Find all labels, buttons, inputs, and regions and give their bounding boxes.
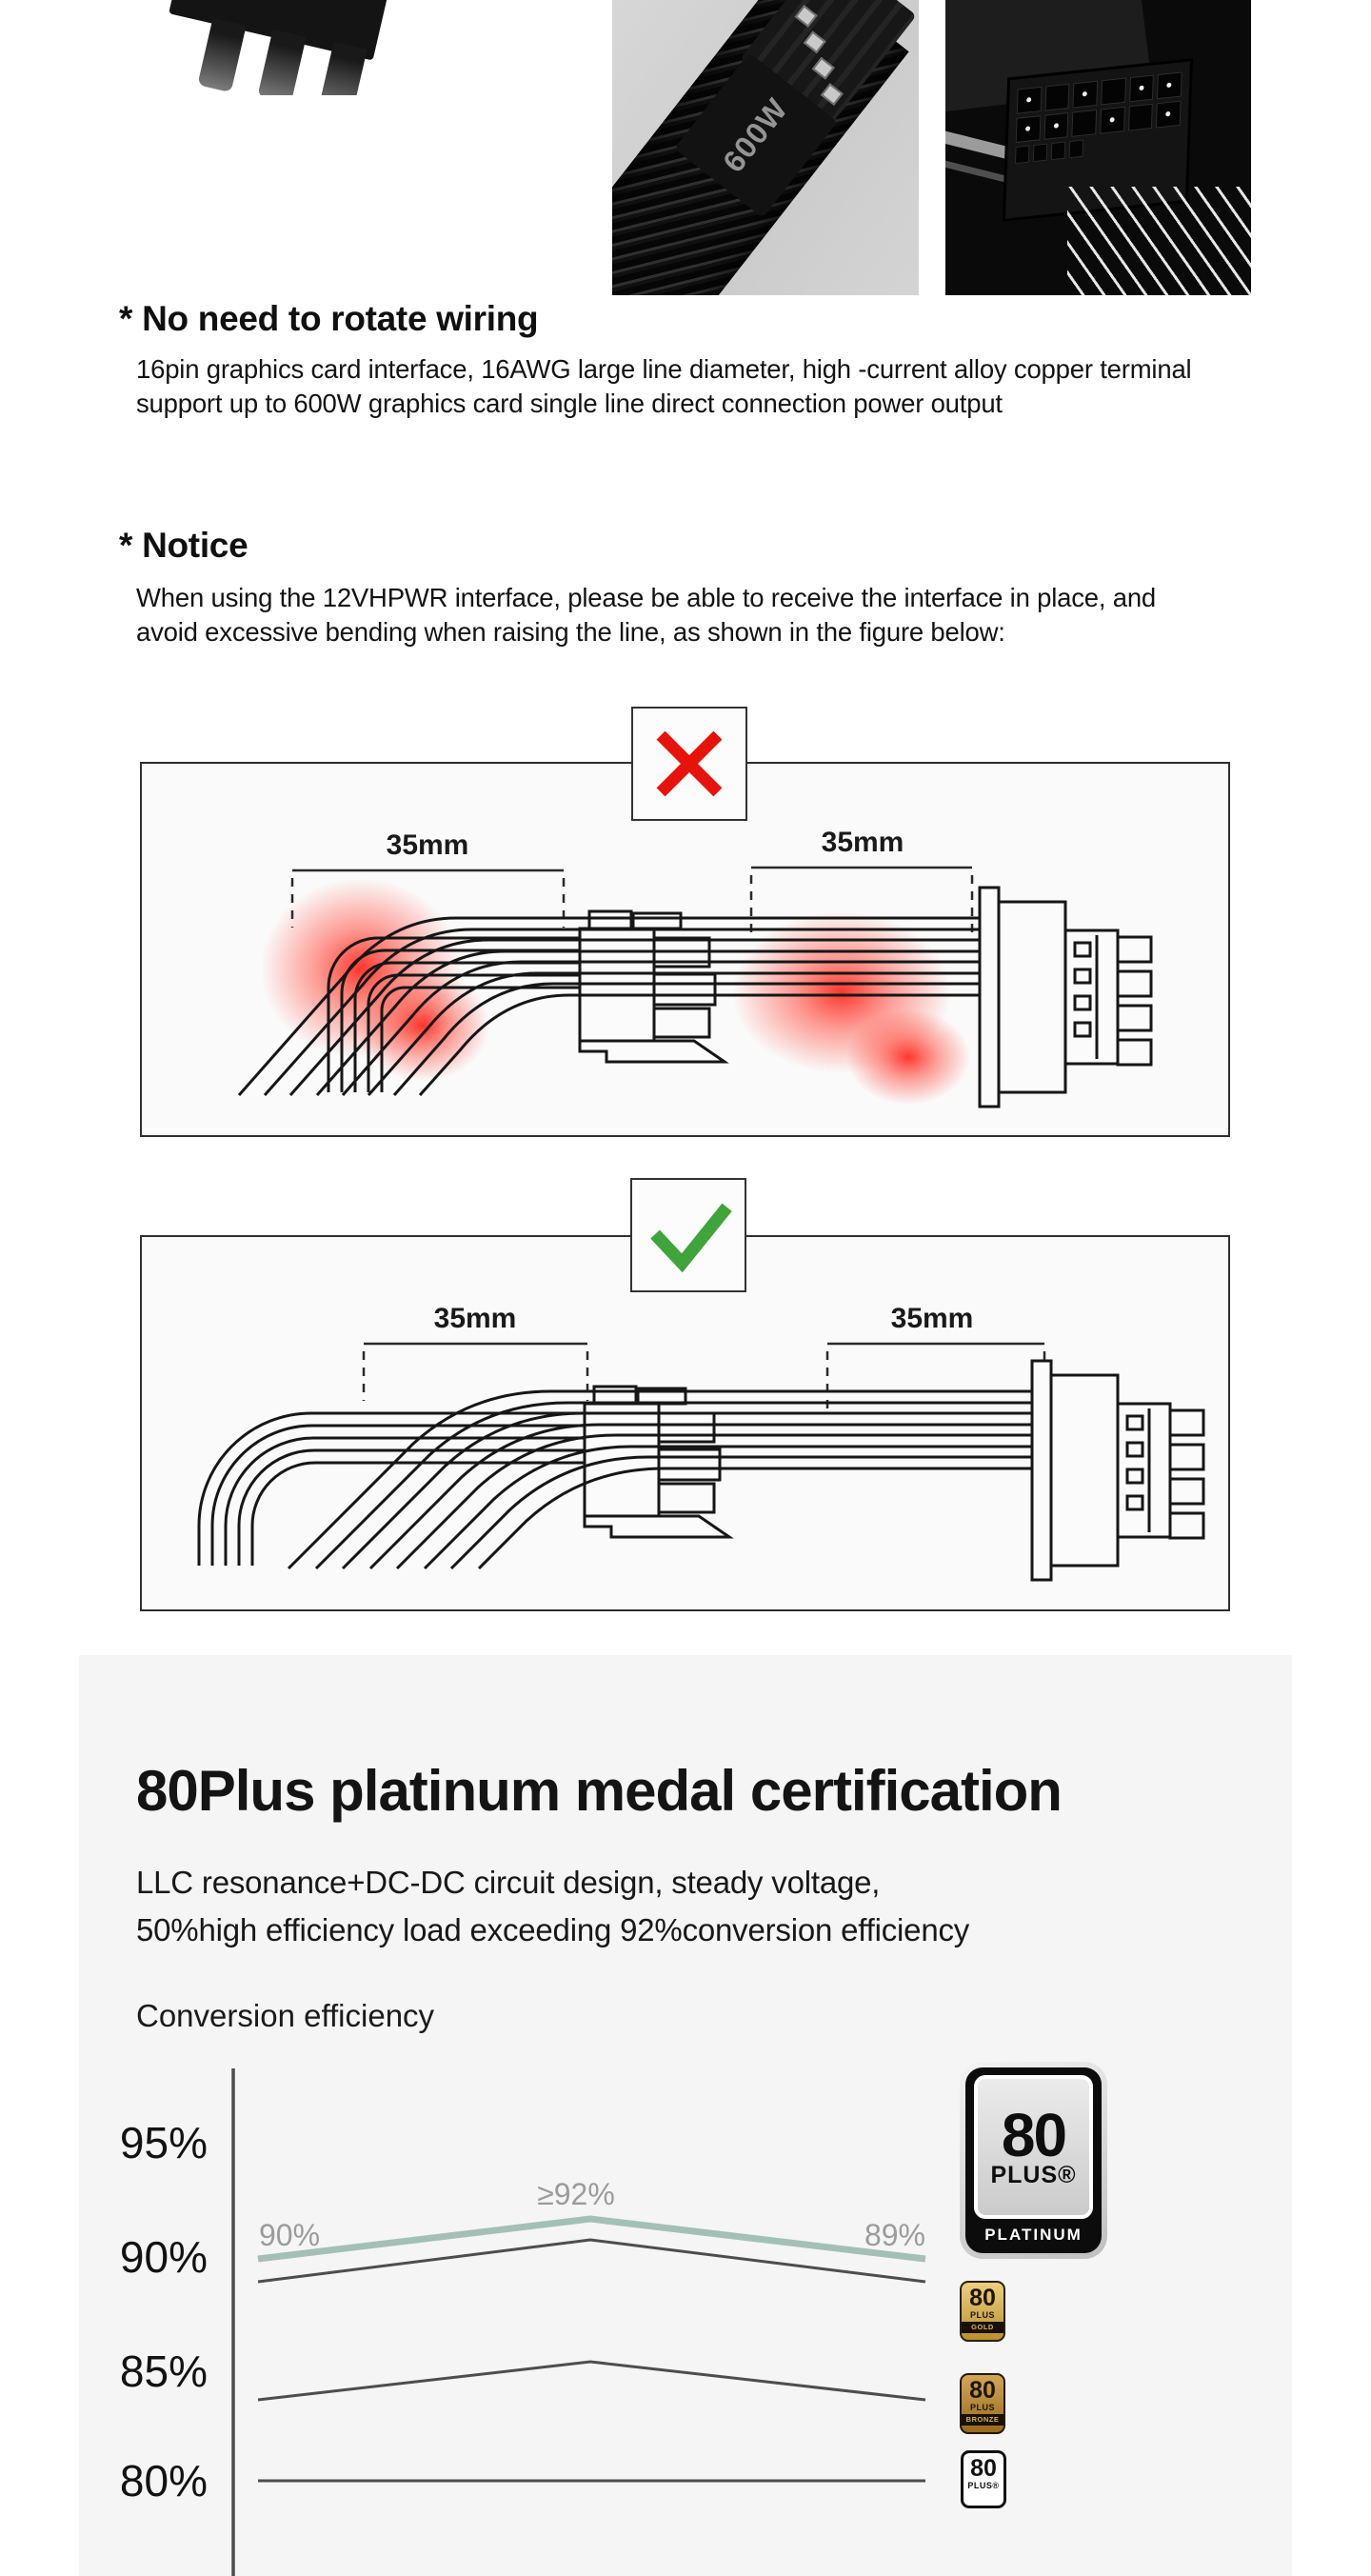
80plus-bronze-badge [960,2373,1005,2434]
measure-label-good-right: 35mm [890,1303,974,1334]
point-label-peak: ≥92% [537,2177,615,2211]
y-tick-95: 95% [119,2118,208,2167]
chart-title: Conversion efficiency [136,1998,435,2033]
efficiency-chart [95,2057,990,2576]
platinum-badge-plus: PLUS® [990,2161,1077,2188]
standard-badge-plus: PLUS® [967,2481,1000,2490]
metal-pin [795,5,818,28]
hero-photo-connector-pins [162,0,419,95]
bracket-strip-shape [945,156,1012,184]
80plus-platinum-badge [960,2062,1107,2259]
section-body-notice: When using the 12VHPWR interface, please be able to receive the interface in place, and avoid excessive bending when raising the line, as shown in the figure below: [136,583,1157,647]
gold-badge-tier: GOLD [962,2322,1003,2333]
metal-pin [804,30,826,53]
check-icon [641,1188,736,1283]
platinum-badge-tier: PLATINUM [984,2226,1083,2244]
platinum-badge-number: 80 [1001,2100,1066,2169]
point-label-left: 90% [259,2218,321,2252]
12vhpwr-connector-drawing [980,888,1151,1107]
cross-icon [644,718,735,809]
80plus-standard-badge [961,2450,1006,2508]
measure-label-good-left: 35mm [433,1303,517,1334]
section-body-no-rotate: 16pin graphics card interface, 16AWG large line diameter, high -current alloy copper terminal support up to 600W graphics card single line direct connection power output [136,354,1192,418]
gold-badge-plus: PLUS [969,2310,995,2320]
bronze-efficiency-line [258,2362,925,2400]
hero-photo-gpu-socket [945,0,1251,295]
certification-subtext-line1: LLC resonance+DC-DC circuit design, steady voltage, [136,1865,881,1900]
bronze-badge-tier: BRONZE [962,2414,1003,2426]
section-heading-notice: * Notice [119,526,248,565]
certification-heading: 80Plus platinum medal certification [136,1759,1062,1823]
bronze-badge-number: 80 [969,2377,996,2404]
certification-subtext [136,1859,969,1954]
standard-badge-number: 80 [970,2455,997,2482]
hero-photo-600w-cable [612,0,919,295]
gold-badge-number: 80 [969,2285,996,2311]
diagram-good-canvas [142,1237,1228,1609]
section-heading-no-rotate: * No need to rotate wiring [119,299,539,338]
pcie-connector-drawing [580,911,725,1062]
bronze-badge-plus: PLUS [969,2403,995,2412]
right-mark-box [630,1178,746,1292]
80plus-gold-badge [960,2281,1005,2342]
wrong-mark-box [631,707,747,821]
y-tick-85: 85% [119,2346,208,2396]
certification-subtext-line2: 50%high efficiency load exceeding 92%conversion efficiency [136,1912,970,1947]
y-tick-90: 90% [119,2232,208,2282]
connector-prong [257,30,306,95]
heatsink-fins-shape [1067,187,1251,295]
metal-pin [812,57,835,80]
y-tick-80: 80% [119,2456,208,2506]
point-label-right: 89% [864,2218,925,2252]
wattage-text: 600W [716,91,795,179]
connector-prong [197,18,246,92]
12vhpwr-connector-drawing [1032,1361,1203,1580]
metal-pin [821,83,844,106]
measure-label-bad-left: 35mm [386,829,469,861]
measure-label-bad-right: 35mm [821,827,904,858]
